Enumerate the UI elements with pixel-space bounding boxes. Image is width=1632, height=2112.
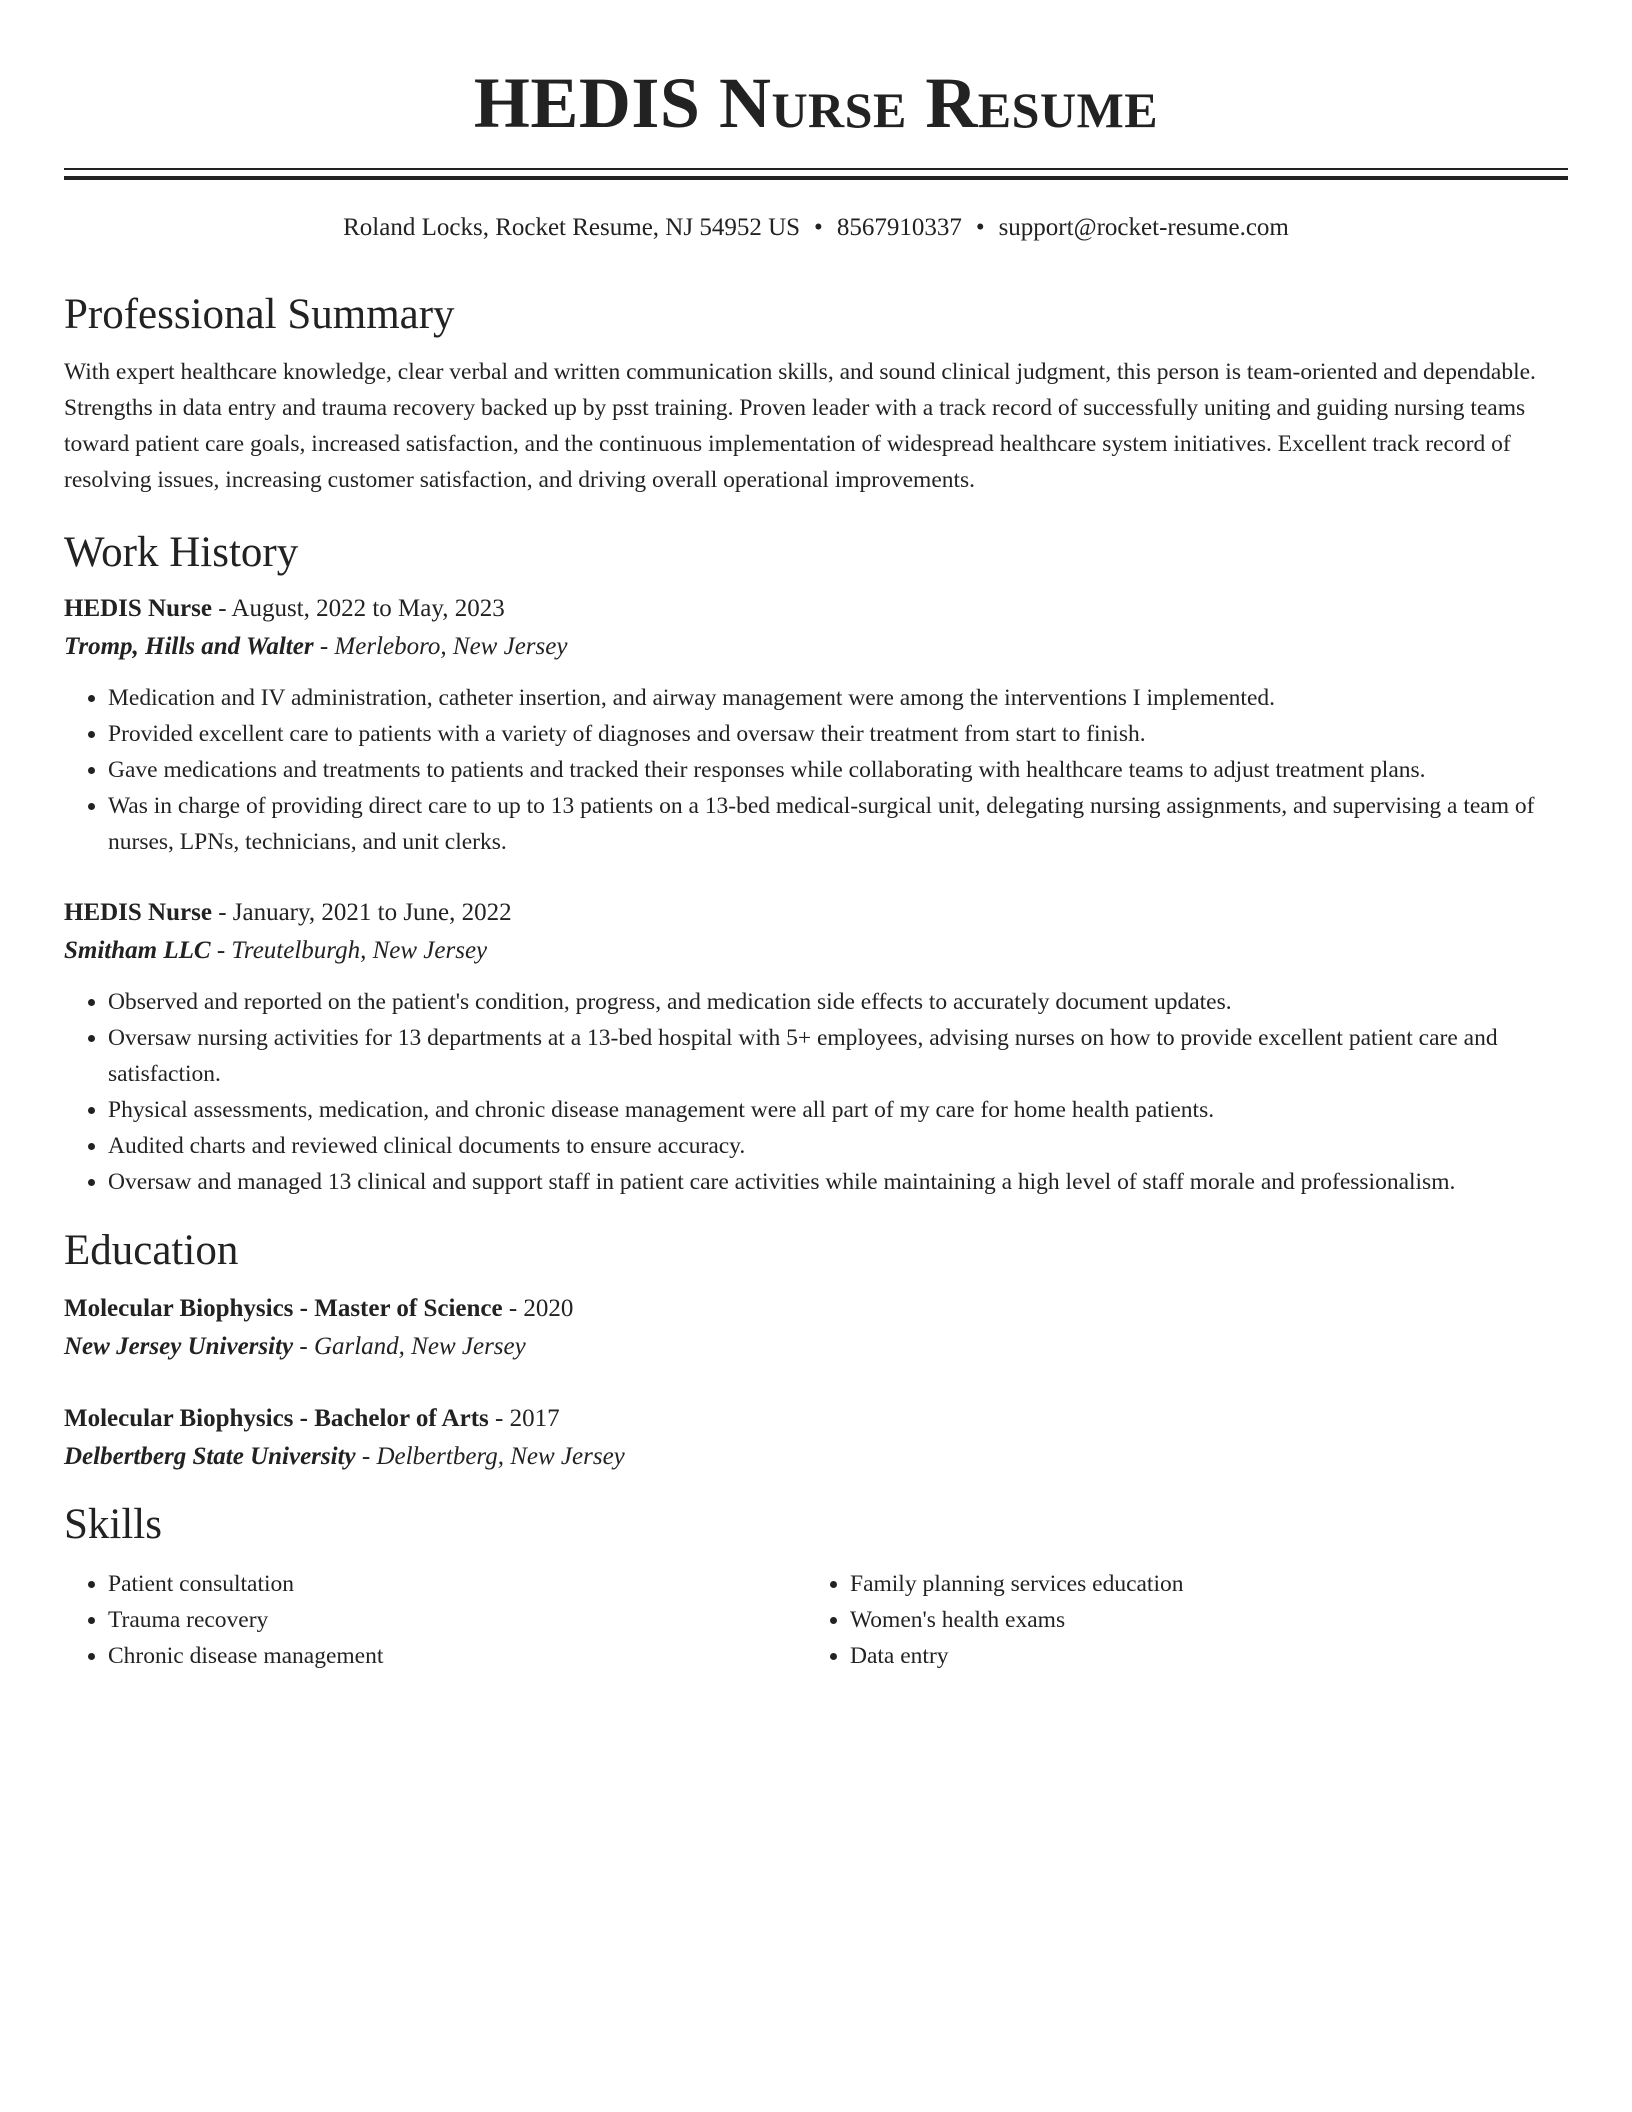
education-entry — [64, 1290, 1568, 1366]
job-bullet: • Medication and IV administration, catheter insertion, and airway management were among the interventions I implemented. — [108, 680, 1568, 716]
job-bullets — [64, 984, 1568, 1200]
skills-heading: Skills — [64, 1501, 162, 1548]
job-entry — [64, 894, 1568, 1200]
skills-column-right — [806, 1566, 1548, 1674]
education-entry — [64, 1400, 1568, 1476]
skill-item: • Data entry — [850, 1638, 1548, 1674]
summary-section — [64, 288, 1568, 498]
job-company: Tromp, Hills and Walter — [64, 633, 314, 660]
job-employer — [64, 628, 1568, 666]
education-school-line — [64, 1438, 1568, 1476]
job-bullet: • Audited charts and reviewed clinical documents to ensure accuracy. — [108, 1128, 1568, 1164]
summary-text: With expert healthcare knowledge, clear verbal and written communication skills, and sound clinical judgment, this person is team-oriented and dependable. Strengths in data entry and trauma recovery backed up by psst training. Proven leader with a track record of successfully uniting and guiding nursing teams toward patient care goals, increased satisfaction, and the continuous implementation of widespread healthcare system initiatives. Excellent track record of resolving issues, increasing customer satisfaction, and driving overall operational improvements. — [64, 359, 1536, 493]
contact-address: Roland Locks, Rocket Resume, NJ 54952 US — [343, 214, 801, 241]
education-school: New Jersey University — [64, 1333, 294, 1360]
resume-page — [64, 0, 1568, 1674]
education-degree: Molecular Biophysics - Master of Science — [64, 1295, 503, 1322]
contact-phone: 8567910337 — [836, 214, 962, 241]
education-degree: Molecular Biophysics - Bachelor of Arts — [64, 1405, 489, 1432]
skill-item: • Women's health exams — [850, 1602, 1548, 1638]
job-header — [64, 590, 1568, 628]
job-dates: - January, 2021 to June, 2022 — [211, 899, 512, 926]
job-bullet: • Gave medications and treatments to patients and tracked their responses while collaborating with healthcare teams to adjust treatment plans. — [108, 752, 1568, 788]
education-year: - 2020 — [502, 1295, 574, 1322]
skills-section — [64, 1498, 1568, 1674]
resume-title: HEDIS Nurse Resume — [473, 63, 1159, 143]
education-location: - Delbertberg, New Jersey — [355, 1443, 625, 1470]
contact-separator: • — [975, 214, 985, 241]
summary-heading: Professional Summary — [64, 291, 455, 338]
education-school: Delbertberg State University — [64, 1443, 356, 1470]
job-header — [64, 894, 1568, 932]
job-location: - Treutelburgh, New Jersey — [210, 937, 488, 964]
education-section — [64, 1224, 1568, 1476]
job-bullet: • Observed and reported on the patient's condition, progress, and medication side effects to accurately document updates. — [108, 984, 1568, 1020]
skills-grid — [64, 1566, 1568, 1674]
job-bullet: • Physical assessments, medication, and chronic disease management were all part of my care for home health patients. — [108, 1092, 1568, 1128]
education-degree-line — [64, 1400, 1568, 1438]
job-bullet: • Provided excellent care to patients with a variety of diagnoses and oversaw their treatment from start to finish. — [108, 716, 1568, 752]
skill-item: • Patient consultation — [108, 1566, 806, 1602]
education-school-line — [64, 1328, 1568, 1366]
education-year: - 2017 — [488, 1405, 560, 1432]
education-degree-line — [64, 1290, 1568, 1328]
skill-item: • Family planning services education — [850, 1566, 1548, 1602]
contact-email: support@rocket-resume.com — [998, 214, 1289, 241]
job-bullet: • Oversaw nursing activities for 13 departments at a 13-bed hospital with 5+ employees, advising nurses on how to provide excellent patient care and satisfaction. — [108, 1020, 1568, 1092]
work-history-section — [64, 526, 1568, 1200]
job-bullet: • Was in charge of providing direct care to up to 13 patients on a 13-bed medical-surgical unit, delegating nursing assignments, and supervising a team of nurses, LPNs, technicians, and unit clerks. — [108, 788, 1568, 860]
job-title: HEDIS Nurse — [64, 595, 212, 622]
job-employer — [64, 932, 1568, 970]
job-location: - Merleboro, New Jersey — [313, 633, 568, 660]
job-bullets — [64, 680, 1568, 860]
skill-item: • Trauma recovery — [108, 1602, 806, 1638]
education-location: - Garland, New Jersey — [293, 1333, 526, 1360]
job-bullet: • Oversaw and managed 13 clinical and support staff in patient care activities while maintaining a high level of staff morale and professionalism. — [108, 1164, 1568, 1200]
job-company: Smitham LLC — [64, 937, 211, 964]
job-dates: - August, 2022 to May, 2023 — [211, 595, 505, 622]
work-history-heading: Work History — [64, 529, 299, 576]
contact-separator: • — [814, 214, 823, 241]
job-title: HEDIS Nurse — [64, 899, 212, 926]
title-divider-thick — [64, 176, 1568, 180]
skill-item: • Chronic disease management — [108, 1638, 806, 1674]
education-heading: Education — [64, 1227, 239, 1274]
contact-line — [64, 212, 1568, 244]
title-divider-thin — [64, 168, 1568, 170]
skills-column-left — [64, 1566, 806, 1674]
job-entry — [64, 590, 1568, 860]
